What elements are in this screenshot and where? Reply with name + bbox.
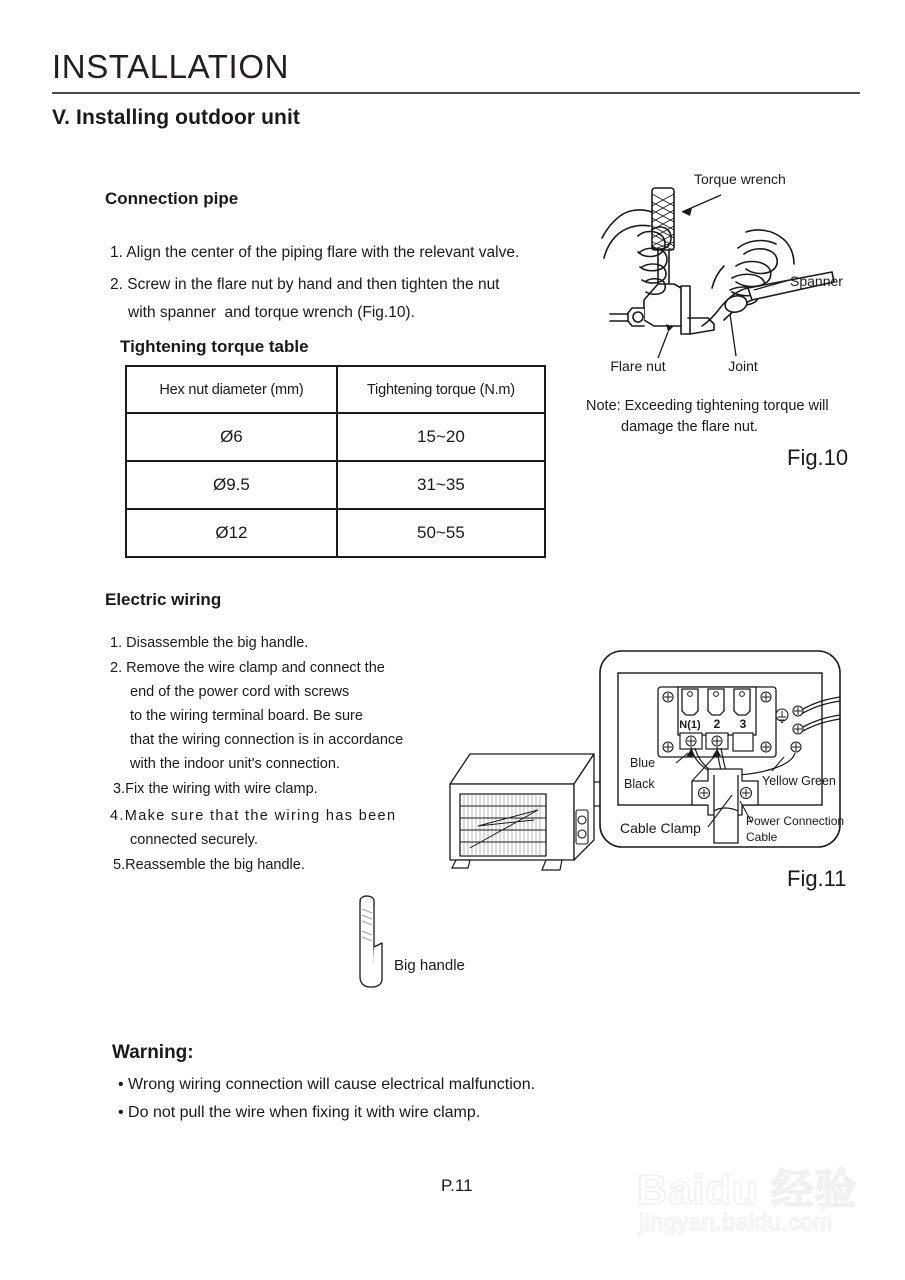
electric-wiring-step-2-cont3: that the wiring connection is in accordance xyxy=(130,732,404,748)
electric-wiring-step-4-cont: connected securely. xyxy=(130,832,258,848)
fig11-callout-power-cable-line2: Cable xyxy=(746,830,778,844)
table-row xyxy=(126,461,545,509)
table-cell-torque: 15~20 xyxy=(337,413,545,461)
outdoor-unit-illustration xyxy=(442,748,622,878)
watermark-sub-text: jingyan.baidu.com xyxy=(639,1209,833,1235)
table-cell-torque: 31~35 xyxy=(337,461,545,509)
table-header-hex-nut-diameter: Hex nut diameter (mm) xyxy=(126,366,337,413)
fig10-callout-torque-wrench: Torque wrench xyxy=(694,171,786,187)
fig11-callout-black: Black xyxy=(624,777,655,791)
fig11-label: Fig.11 xyxy=(787,866,847,891)
fig11-callout-cable-clamp: Cable Clamp xyxy=(620,820,701,836)
fig10-callout-flare-nut: Flare nut xyxy=(610,358,666,374)
fig11-callout-yellow-green: Yellow Green xyxy=(762,774,836,788)
electric-wiring-step-2-cont1: end of the power cord with screws xyxy=(130,684,350,700)
fig11-callout-blue: Blue xyxy=(630,756,656,770)
warning-item: • Wrong wiring connection will cause electrical malfunction. xyxy=(118,1076,536,1093)
table-cell-diameter: Ø9.5 xyxy=(126,461,337,509)
header-divider xyxy=(52,92,860,94)
connection-pipe-step-1: 1. Align the center of the piping flare with the relevant valve. xyxy=(110,244,520,261)
connection-pipe-step-2: 2. Screw in the flare nut by hand and then tighten the nut xyxy=(110,276,500,293)
electric-wiring-heading: Electric wiring xyxy=(105,590,222,609)
fig11-terminal-3: 3 xyxy=(739,717,747,731)
electric-wiring-step-3: 3.Fix the wiring with wire clamp. xyxy=(113,781,318,797)
fig10-callout-spanner: Spanner xyxy=(790,273,843,289)
table-header-row xyxy=(126,366,545,413)
warning-heading: Warning: xyxy=(112,1042,194,1063)
electric-wiring-step-2-cont2: to the wiring terminal board. Be sure xyxy=(130,708,363,724)
electric-wiring-step-4: 4.Make sure that the wiring has been xyxy=(110,808,397,824)
page-title: INSTALLATION xyxy=(52,48,290,85)
torque-table-heading: Tightening torque table xyxy=(120,337,309,356)
electric-wiring-step-5: 5.Reassemble the big handle. xyxy=(113,857,305,873)
electric-wiring-step-2: 2. Remove the wire clamp and connect the xyxy=(110,660,385,676)
fig11-terminal-n1: N(1) xyxy=(679,719,701,731)
warning-item: • Do not pull the wire when fixing it with wire clamp. xyxy=(118,1104,481,1121)
fig10-note-line2: damage the flare nut. xyxy=(621,419,759,435)
fig10-note-line1: Note: Exceeding tightening torque will xyxy=(586,398,829,414)
table-header-tightening-torque: Tightening torque (N.m) xyxy=(337,366,545,413)
big-handle-label: Big handle xyxy=(394,957,465,974)
big-handle-illustration xyxy=(352,895,412,990)
table-cell-diameter: Ø6 xyxy=(126,413,337,461)
fig11-callout-power-cable-line1: Power Connection xyxy=(746,814,845,828)
table-cell-torque: 50~55 xyxy=(337,509,545,557)
table-row xyxy=(126,509,545,557)
tightening-torque-table xyxy=(125,365,546,558)
watermark-main-text: Baidu 经验 xyxy=(637,1166,858,1213)
section-heading: V. Installing outdoor unit xyxy=(52,106,300,129)
connection-pipe-step-2-cont: with spanner and torque wrench (Fig.10). xyxy=(128,304,415,321)
electric-wiring-step-1: 1. Disassemble the big handle. xyxy=(110,635,309,651)
fig11-terminal-2: 2 xyxy=(713,717,721,731)
fig11-illustration xyxy=(596,645,866,857)
fig10-callout-joint: Joint xyxy=(728,358,758,374)
fig10-note xyxy=(586,396,876,438)
electric-wiring-step-2-cont4: with the indoor unit's connection. xyxy=(130,756,340,772)
connection-pipe-heading: Connection pipe xyxy=(105,189,239,208)
page-number: P.11 xyxy=(441,1176,473,1195)
baidu-watermark xyxy=(637,1155,877,1243)
fig10-illustration xyxy=(596,168,876,378)
table-row xyxy=(126,413,545,461)
fig10-label: Fig.10 xyxy=(787,445,849,470)
table-cell-diameter: Ø12 xyxy=(126,509,337,557)
